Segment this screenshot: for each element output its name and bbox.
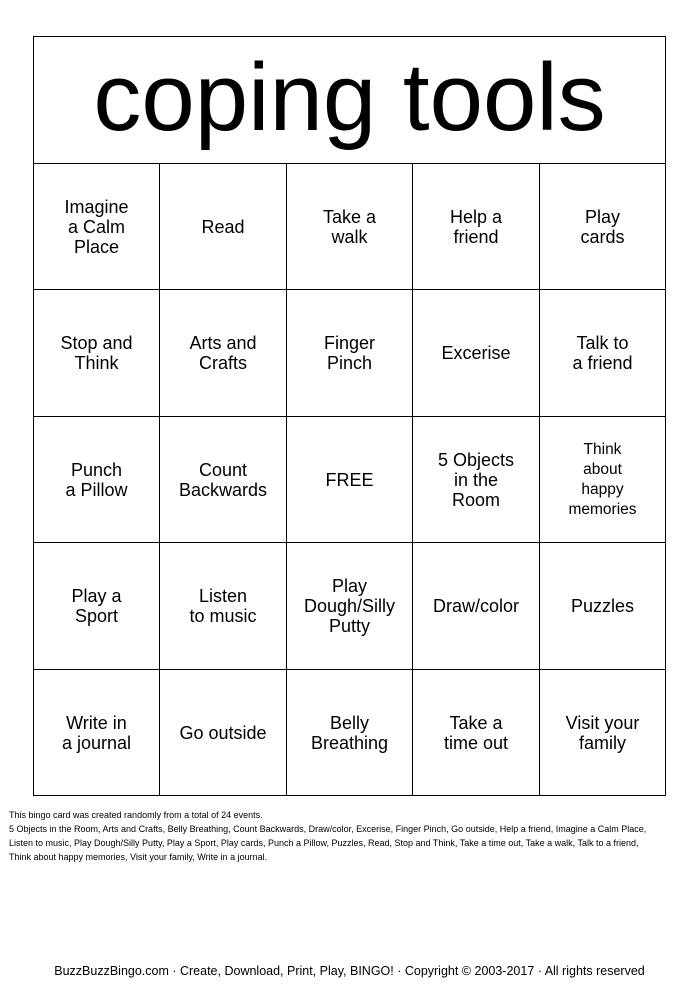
cell-text: Play a Sport xyxy=(71,586,122,626)
bingo-card xyxy=(33,36,666,796)
cell-text: Draw/color xyxy=(432,596,520,616)
free-space-text: FREE xyxy=(325,469,374,490)
bingo-cell xyxy=(413,164,540,290)
bingo-grid xyxy=(34,164,665,795)
bingo-cell xyxy=(540,670,665,795)
cell-text: Visit your family xyxy=(565,712,640,753)
bingo-cell xyxy=(287,290,413,417)
bingo-cell xyxy=(413,670,540,795)
bingo-cell xyxy=(413,543,540,670)
bingo-cell xyxy=(287,164,413,290)
card-info-notes xyxy=(9,808,693,864)
copyright-footer: BuzzBuzzBingo.com · Create, Download, Print, Play, BINGO! · Copyright © 2003-2017 · All rights reserved xyxy=(54,964,645,978)
events-list-line: 5 Objects in the Room, Arts and Crafts, Belly Breathing, Count Backwards, Draw/color, Excerise, Finger Pinch, Go outside, Help a friend, Imagine a Calm Place, xyxy=(9,824,647,834)
bingo-cell xyxy=(34,164,160,290)
free-space-cell xyxy=(287,417,413,543)
bingo-cell xyxy=(34,670,160,795)
bingo-cell xyxy=(34,543,160,670)
card-title: coping tools xyxy=(93,44,606,151)
cell-text: Take a time out xyxy=(443,712,509,753)
title-row xyxy=(34,37,665,164)
cell-text: Finger Pinch xyxy=(323,333,376,373)
bingo-cell xyxy=(160,164,287,290)
bingo-cell xyxy=(160,543,287,670)
bingo-cell xyxy=(160,417,287,543)
bingo-cell xyxy=(287,670,413,795)
cell-text: Excerise xyxy=(441,343,511,363)
cell-text: Help a friend xyxy=(449,206,503,247)
cell-text: Write in a journal xyxy=(61,712,132,753)
bingo-cell xyxy=(34,290,160,417)
bingo-cell xyxy=(540,290,665,417)
cell-text: Go outside xyxy=(179,722,267,743)
cell-text: Play cards xyxy=(580,206,625,247)
bingo-cell xyxy=(413,290,540,417)
cell-text: Puzzles xyxy=(570,596,635,616)
bingo-cell xyxy=(540,543,665,670)
cell-text: Arts and Crafts xyxy=(189,333,257,373)
bingo-cell xyxy=(160,670,287,795)
bingo-cell xyxy=(540,164,665,290)
cell-text: Talk to a friend xyxy=(572,333,633,373)
cell-text: Play Dough/Silly Putty xyxy=(303,576,396,636)
events-list-line: Listen to music, Play Dough/Silly Putty, Play a Sport, Play cards, Punch a Pillow, Puzzles, Read, Stop and Think, Take a time out, Take a walk, Talk to a friend, xyxy=(9,838,639,848)
bingo-cell xyxy=(287,543,413,670)
bingo-cell xyxy=(413,417,540,543)
events-list-line: Think about happy memories, Visit your family, Write in a journal. xyxy=(9,852,268,862)
bingo-cell xyxy=(160,290,287,417)
bingo-cell xyxy=(540,417,665,543)
cell-text: Read xyxy=(201,216,245,237)
cell-text: Imagine a Calm Place xyxy=(64,196,129,257)
cell-text: Punch a Pillow xyxy=(65,459,128,500)
cell-text: Stop and Think xyxy=(60,333,133,373)
cell-text: 5 Objects in the Room xyxy=(437,449,515,510)
bingo-cell xyxy=(34,417,160,543)
events-count-note: This bingo card was created randomly from a total of 24 events. xyxy=(9,810,263,820)
cell-text: Think about happy memories xyxy=(568,440,637,518)
cell-text: Count Backwards xyxy=(178,459,268,500)
cell-text: Belly Breathing xyxy=(310,712,389,753)
cell-text: Listen to music xyxy=(189,586,257,626)
cell-text: Take a walk xyxy=(322,206,377,247)
